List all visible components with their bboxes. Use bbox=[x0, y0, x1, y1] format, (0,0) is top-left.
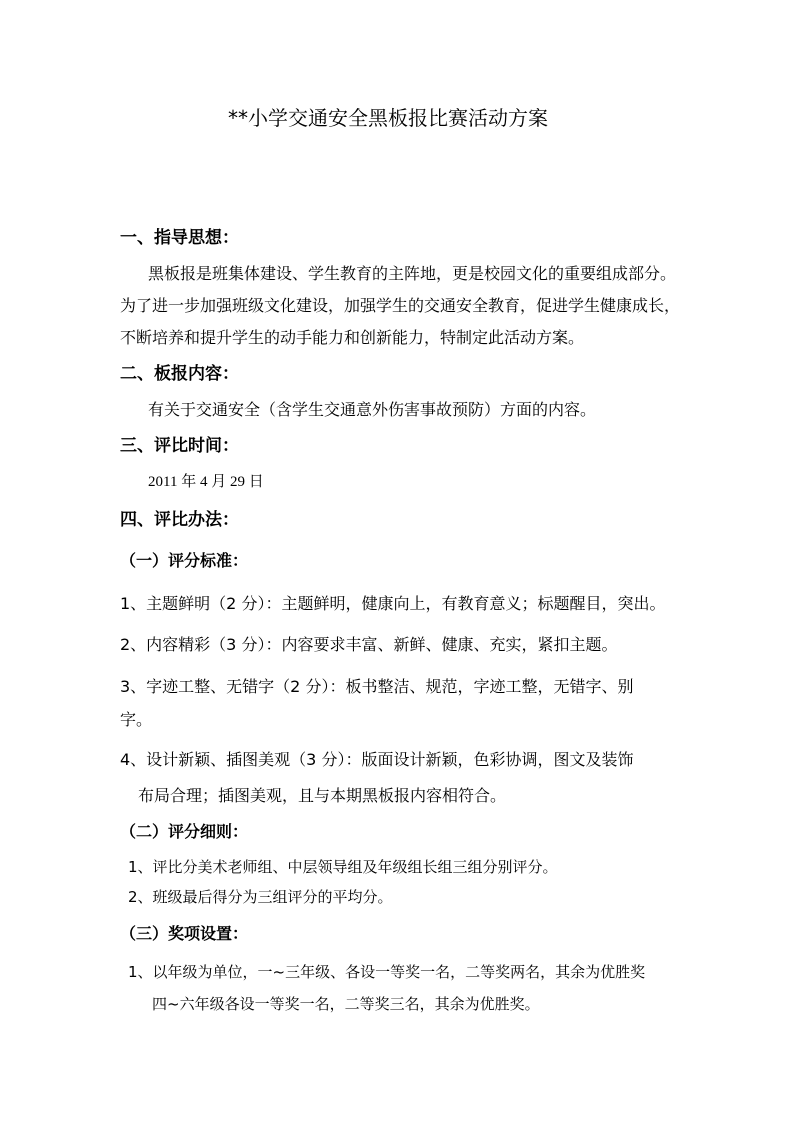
award-item-continuation: 四~六年级各设一等奖一名，二等奖三名，其余为优胜奖。 bbox=[152, 995, 540, 1013]
subsection-heading-awards: （三）奖项设置： bbox=[120, 924, 249, 943]
evaluation-date: 2011 年 4 月 29 日 bbox=[148, 474, 264, 490]
section-heading-evaluation-method: 四、评比办法： bbox=[120, 510, 239, 530]
scoring-item: 1、主题鲜明（2 分）：主题鲜明，健康向上，有教育意义；标题醒目，突出。 bbox=[120, 594, 666, 613]
paragraph-line: 黑板报是班集体建设、学生教育的主阵地，更是校园文化的重要组成部分。 bbox=[148, 264, 677, 283]
section-heading-guiding-thought: 一、指导思想： bbox=[120, 228, 239, 248]
section-heading-evaluation-time: 三、评比时间： bbox=[120, 436, 239, 456]
subsection-heading-scoring-details: （二）评分细则： bbox=[120, 822, 249, 841]
detail-item: 2、班级最后得分为三组评分的平均分。 bbox=[128, 888, 393, 906]
detail-item: 1、评比分美术老师组、中层领导组及年级组长组三组分别评分。 bbox=[128, 858, 558, 876]
paragraph-line: 有关于交通安全（含学生交通意外伤害事故预防）方面的内容。 bbox=[148, 400, 597, 419]
scoring-item: 3、字迹工整、无错字（2 分）：板书整洁、规范，字迹工整，无错字、别 bbox=[120, 677, 634, 696]
paragraph-line: 为了进一步加强班级文化建设，加强学生的交通安全教育，促进学生健康成长， bbox=[120, 296, 681, 315]
award-item: 1、以年级为单位，一~三年级、各设一等奖一名，二等奖两名，其余为优胜奖 bbox=[128, 963, 646, 981]
section-heading-board-content: 二、板报内容： bbox=[120, 364, 239, 384]
subsection-heading-scoring-standard: （一）评分标准： bbox=[120, 551, 249, 570]
document-title: **小学交通安全黑板报比赛活动方案 bbox=[228, 106, 548, 130]
paragraph-line: 不断培养和提升学生的动手能力和创新能力，特制定此活动方案。 bbox=[120, 328, 585, 347]
scoring-item: 4、设计新颖、插图美观（3 分）：版面设计新颖，色彩协调，图文及装饰 bbox=[120, 750, 634, 769]
scoring-item: 2、内容精彩（3 分）：内容要求丰富、新鲜、健康、充实，紧扣主题。 bbox=[120, 635, 618, 654]
scoring-item-continuation: 布局合理；插图美观，且与本期黑板报内容相符合。 bbox=[138, 786, 507, 805]
scoring-item-continuation: 字。 bbox=[120, 710, 153, 729]
